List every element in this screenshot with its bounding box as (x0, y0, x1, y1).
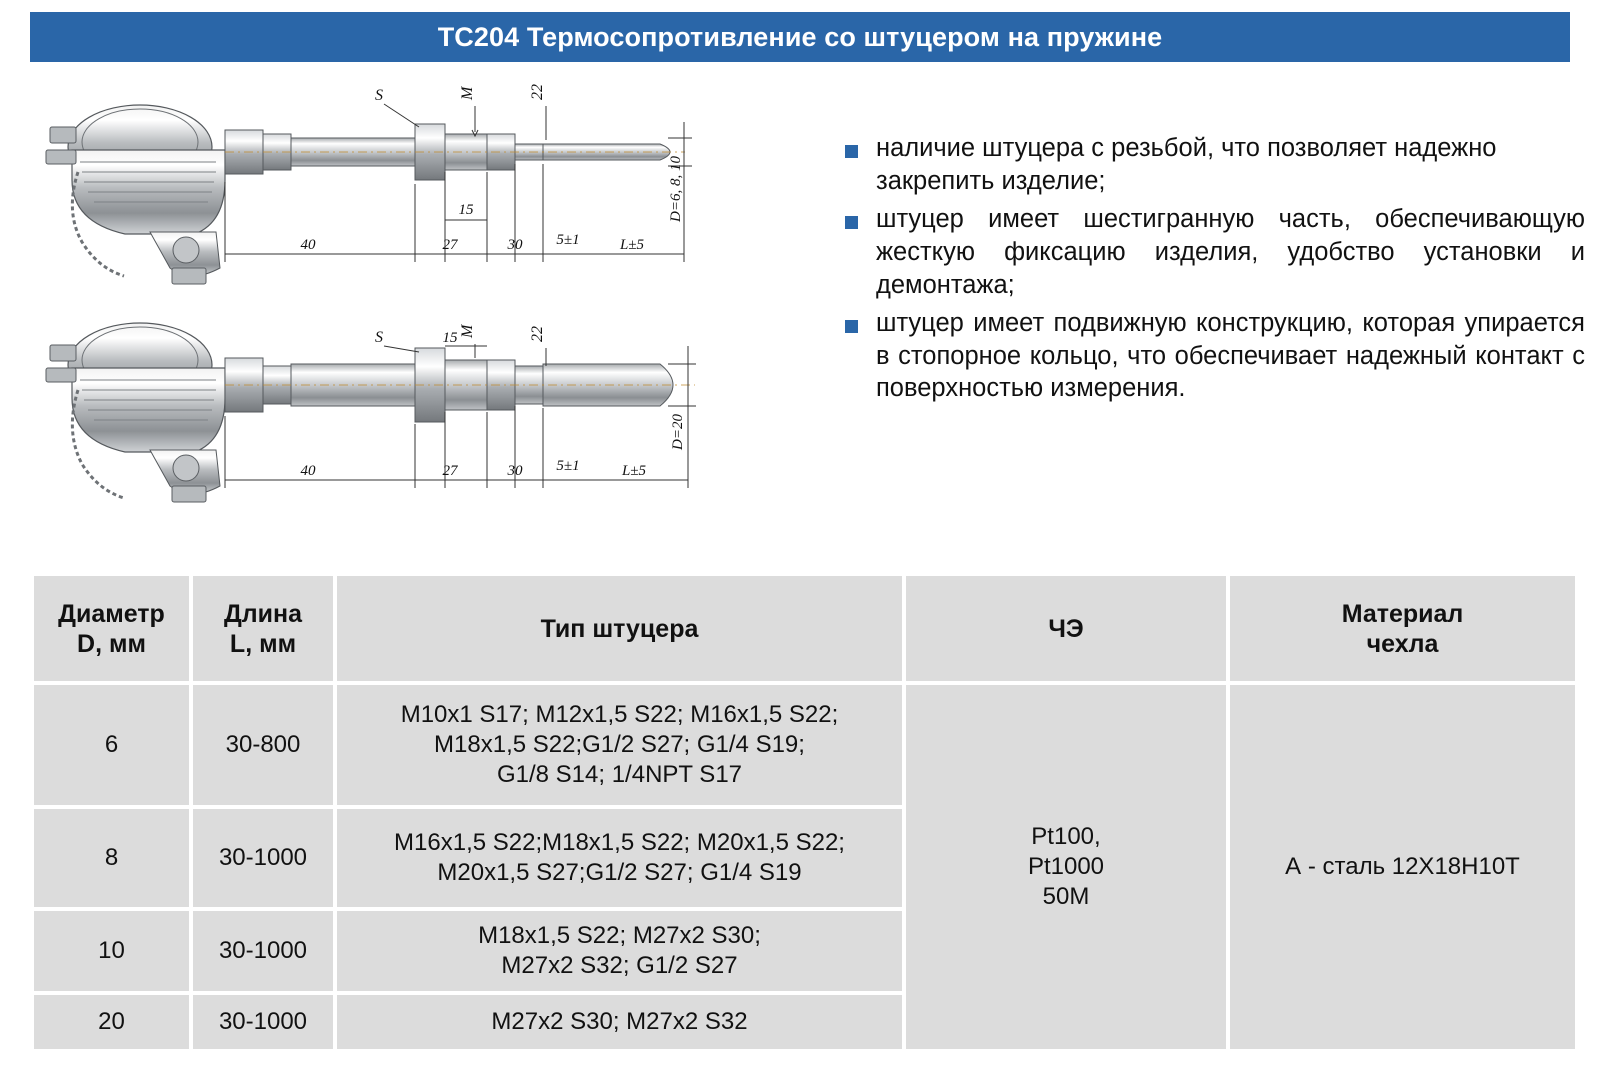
cell-length: 30-800 (193, 685, 333, 805)
table-header-row (34, 576, 1575, 681)
label-m: M (459, 86, 476, 100)
cell-diameter: 6 (34, 685, 189, 805)
sensor-probe-graphic-2 (225, 348, 695, 422)
drawing-sensor-d20 (20, 320, 810, 560)
fitting-line: М18х1,5 S22;G1/2 S27; G1/4 S19; (434, 731, 805, 758)
header-length-line2: L, мм (229, 629, 297, 658)
cell-length: 30-1000 (193, 995, 333, 1049)
dimension-chain-top (225, 164, 684, 262)
upper-content (0, 70, 1600, 560)
dim-40: 40 (300, 237, 316, 253)
feature-text: штуцер имеет шестигранную часть, обеспечивающую жесткую фиксацию изделия, удобство установки и демонтажа; (876, 205, 1585, 299)
cell-sheath-material: А - сталь 12Х18Н10Т (1230, 685, 1575, 1049)
header-material-line2: чехла (1366, 629, 1439, 658)
sensor-head-graphic (46, 105, 225, 284)
sensor-probe-graphic (225, 124, 685, 180)
features-list (845, 132, 1585, 411)
fitting-line: G1/8 S14; 1/4NPT S17 (496, 761, 743, 788)
dimension-chain-bottom (225, 406, 688, 488)
dim-diameter-2: D=20 (670, 414, 686, 450)
dim-27: 27 (442, 237, 458, 253)
fitting-line: М27х2 S32; G1/2 S27 (501, 952, 738, 979)
cell-fitting-type (337, 809, 902, 907)
header-length (193, 576, 333, 681)
header-diameter-line2: D, мм (77, 629, 146, 658)
header-length-line1: Длина (223, 599, 303, 628)
specifications-table (30, 572, 1579, 1053)
feature-item (845, 132, 1585, 197)
feature-item (845, 203, 1585, 301)
sensor-head-graphic-2 (46, 323, 225, 502)
header-sheath-material (1230, 576, 1575, 681)
cell-length: 30-1000 (193, 809, 333, 907)
feature-text: наличие штуцера с резьбой, что позволяет надежно закрепить изделие; (876, 134, 1497, 195)
dim-30: 30 (507, 237, 523, 253)
page-header (30, 12, 1570, 62)
feature-item (845, 307, 1585, 405)
label-22: 22 (529, 84, 546, 100)
cell-fitting-type: М27х2 S30; М27х2 S32 (337, 995, 902, 1049)
dim-diameter: D=6, 8, 10 (668, 156, 684, 222)
dim-Lpm5-2: L±5 (621, 463, 647, 479)
cell-diameter: 20 (34, 995, 189, 1049)
dim-15: 15 (458, 202, 474, 218)
label-s: S (375, 87, 383, 104)
ce-line: Pt100, (1031, 823, 1101, 850)
drawings-panel (20, 70, 820, 560)
header-material-line1: Материал (1341, 599, 1464, 628)
header-diameter (34, 576, 189, 681)
label-m-2: M (459, 324, 476, 338)
dim-5pm1: 5±1 (556, 232, 580, 248)
bullet-icon (845, 145, 858, 158)
cell-sensing-element (906, 685, 1226, 1049)
ce-line: Pt1000 (1027, 853, 1105, 880)
header-fitting-type: Тип штуцера (337, 576, 902, 681)
header-sensing-element: ЧЭ (906, 576, 1226, 681)
ce-line: 50М (1042, 883, 1090, 910)
fitting-line: М16х1,5 S22;М18х1,5 S22; М20х1,5 S22; (394, 829, 845, 856)
cell-fitting-type (337, 911, 902, 991)
cell-diameter: 8 (34, 809, 189, 907)
dim-40-2: 40 (300, 463, 316, 479)
drawing-sensor-d6-8-10 (20, 72, 810, 312)
page-title: ТС204 Термосопротивление со штуцером на пружине (437, 21, 1163, 52)
label-22-2: 22 (529, 326, 546, 342)
fitting-line: М18х1,5 S22; М27х2 S30; (478, 922, 761, 949)
dim-27-2: 27 (442, 463, 458, 479)
dim-30-2: 30 (507, 463, 523, 479)
fitting-line: М20х1,5 S27;G1/2 S27; G1/4 S19 (437, 859, 802, 886)
cell-fitting-type (337, 685, 902, 805)
bullet-icon (845, 216, 858, 229)
cell-length: 30-1000 (193, 911, 333, 991)
label-s-2: S (375, 329, 383, 346)
feature-text: штуцер имеет подвижную конструкцию, которая упирается в стопорное кольцо, что обеспечивает надежный контакт с поверхностью измерения. (876, 309, 1585, 403)
table-row (34, 685, 1575, 805)
bullet-icon (845, 320, 858, 333)
cell-diameter: 10 (34, 911, 189, 991)
header-diameter-line1: Диаметр (58, 599, 165, 628)
fitting-line: М10х1 S17; М12х1,5 S22; М16х1,5 S22; (400, 701, 839, 728)
dim-Lpm5: L±5 (619, 237, 645, 253)
dim-5pm1-2: 5±1 (556, 458, 580, 474)
dim-15-2: 15 (442, 330, 458, 346)
